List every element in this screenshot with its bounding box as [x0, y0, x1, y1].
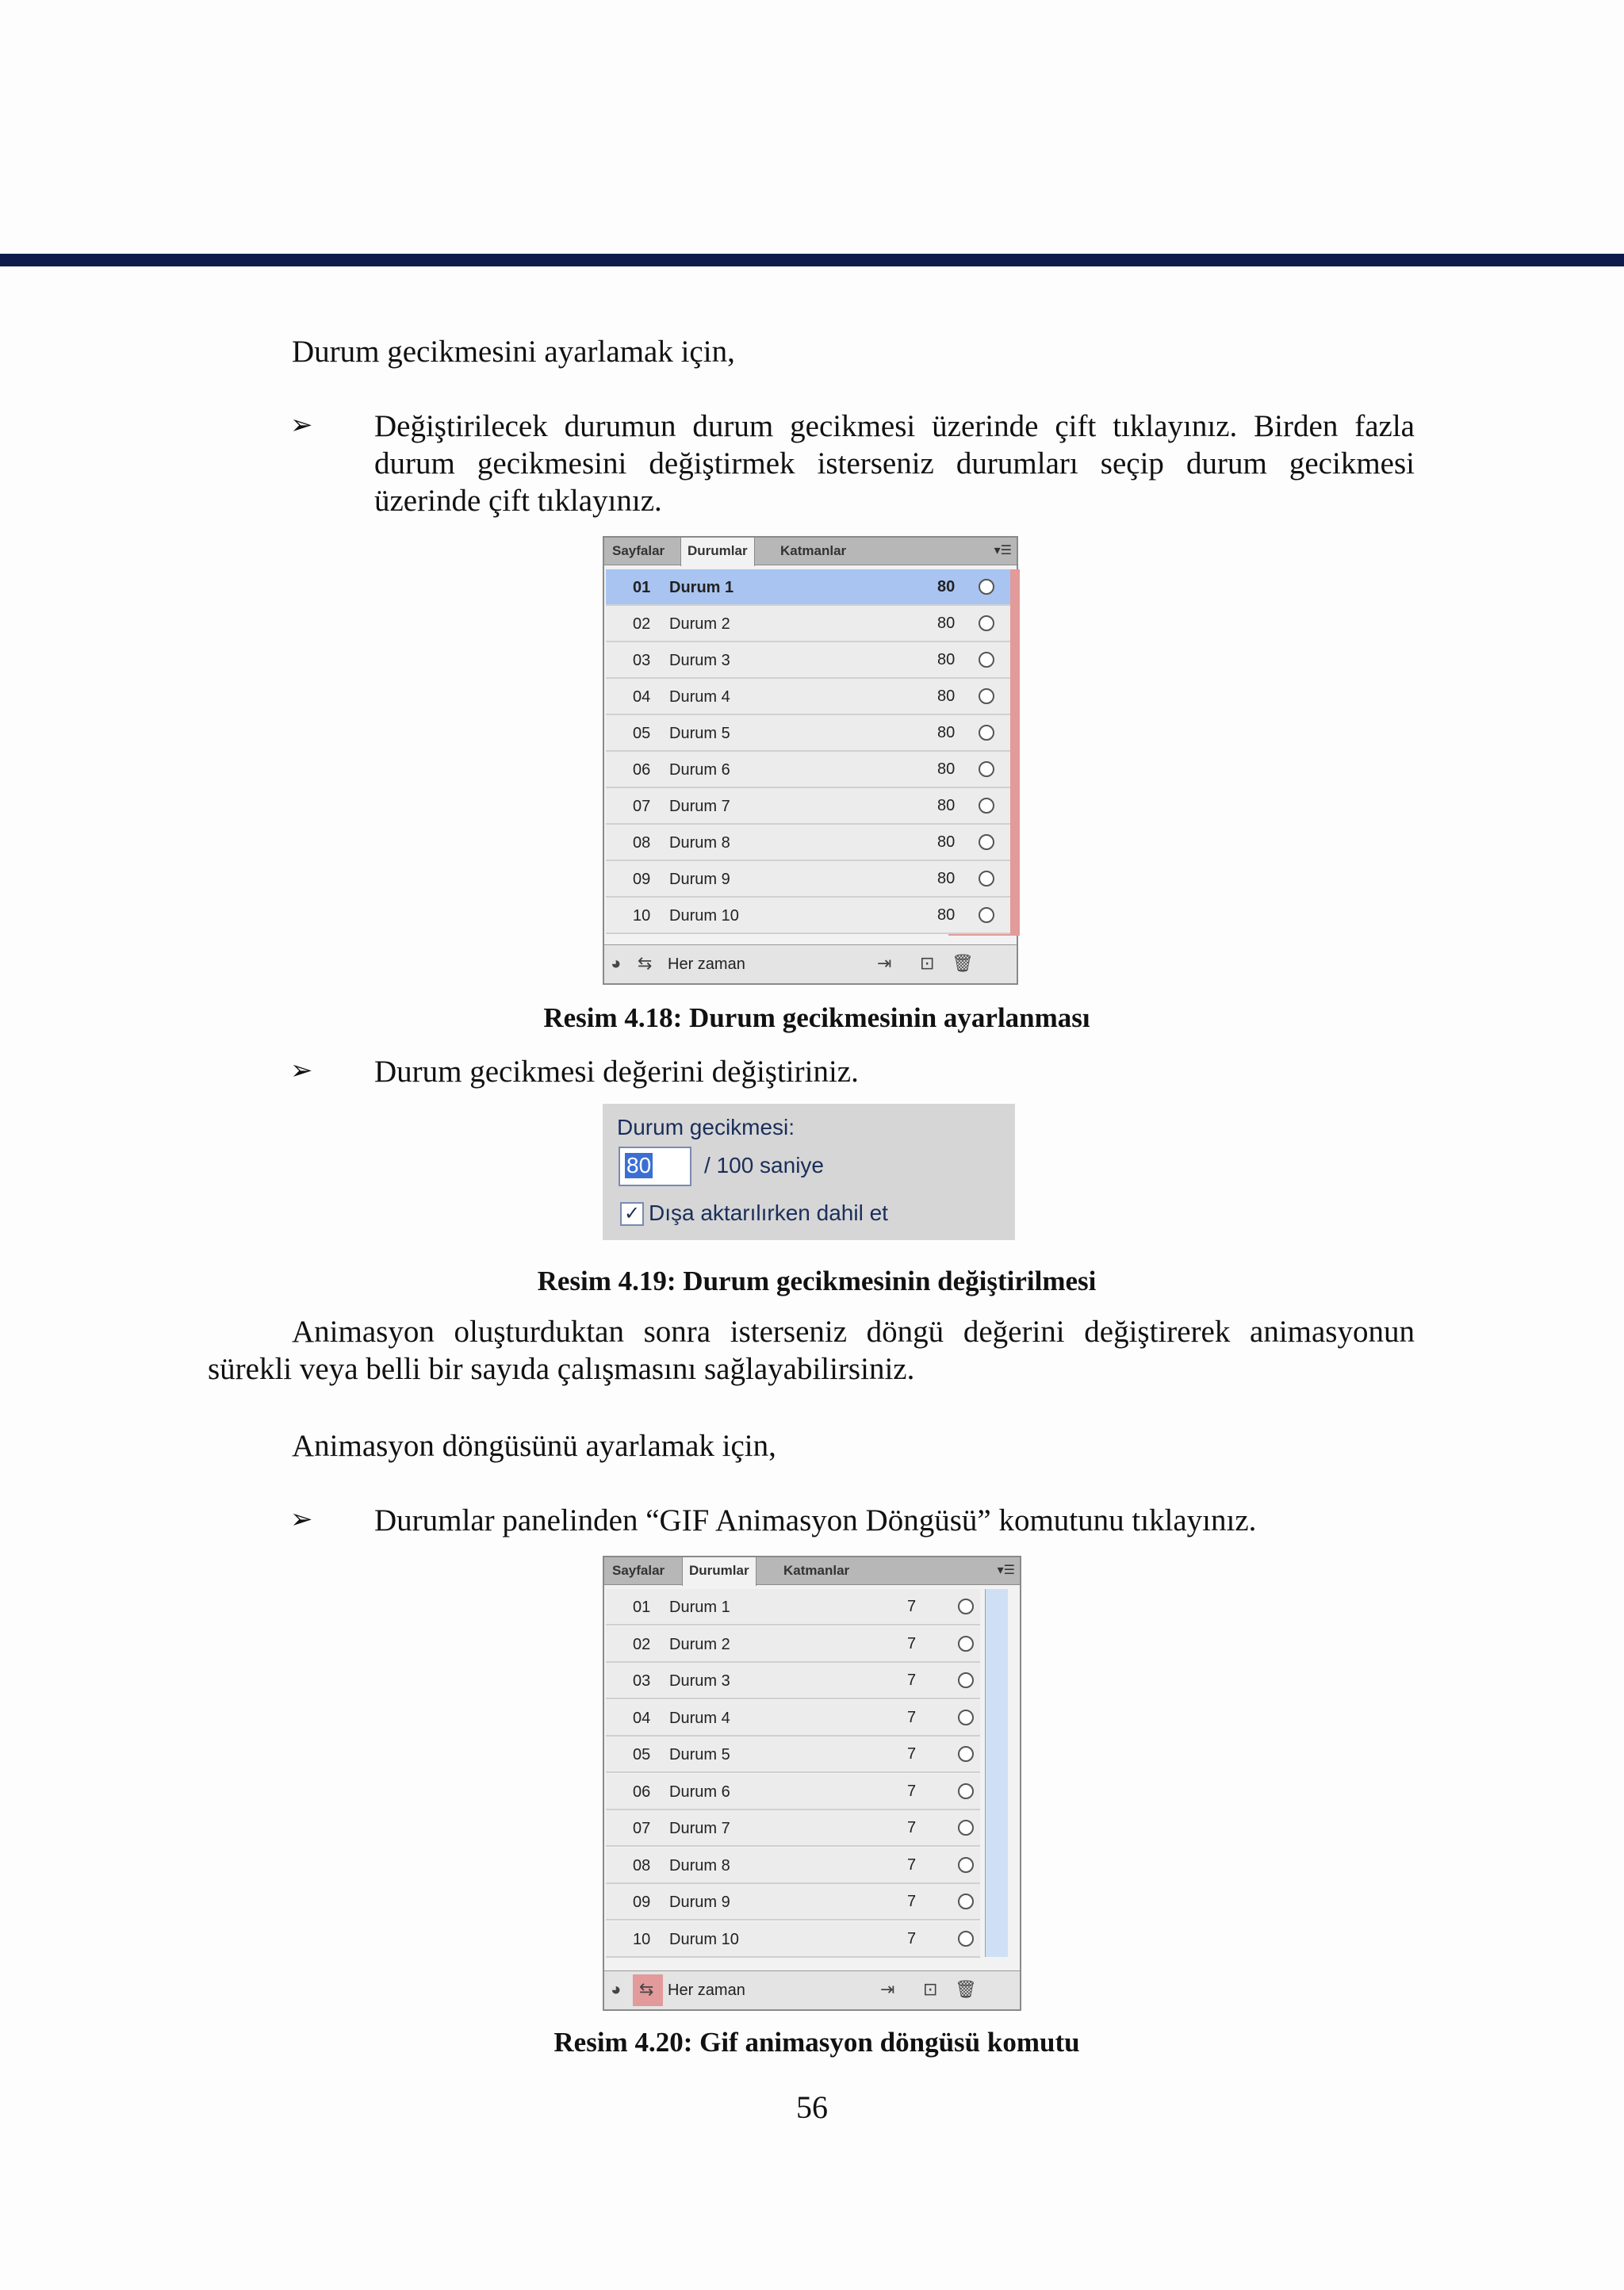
visibility-circle-icon[interactable]: [958, 1931, 974, 1947]
visibility-circle-icon[interactable]: [979, 834, 994, 850]
state-name: Durum 4: [669, 1709, 730, 1727]
visibility-circle-icon[interactable]: [958, 1746, 974, 1762]
state-row[interactable]: [606, 642, 1010, 679]
state-number: 09: [633, 1894, 651, 1911]
header-rule: [0, 254, 1624, 266]
delay-unit: / 100 saniye: [704, 1153, 824, 1178]
state-number: 03: [633, 652, 651, 669]
state-delay[interactable]: 80: [937, 906, 956, 924]
state-name: Durum 6: [669, 1783, 730, 1801]
visibility-circle-icon[interactable]: [958, 1599, 974, 1614]
state-row[interactable]: [606, 1848, 980, 1884]
state-name: Durum 8: [669, 1856, 730, 1875]
state-row[interactable]: [606, 1663, 980, 1699]
visibility-circle-icon[interactable]: [958, 1636, 974, 1652]
state-delay[interactable]: 7: [907, 1782, 917, 1800]
dialog-title: Durum gecikmesi:: [617, 1115, 795, 1139]
tab-durumlar[interactable]: Durumlar: [680, 538, 755, 566]
state-delay[interactable]: 80: [937, 651, 956, 668]
bullet-text-2: Durum gecikmesi değerini değiştiriniz.: [374, 1055, 859, 1089]
visibility-circle-icon[interactable]: [979, 688, 994, 704]
bullet-text-1: Değiştirilecek durumun durum gecikmesi üzerinde çift tıklayınız. Birden fazla durum gecikmesini değiştirmek isterseniz durumları seçip durum gecikmesi üzerinde çift tıklayınız.: [374, 409, 1415, 518]
state-number: 07: [633, 1820, 651, 1837]
scrollbar[interactable]: [985, 1589, 1008, 1957]
state-name: Durum 7: [669, 798, 730, 815]
state-delay[interactable]: 80: [937, 687, 956, 705]
state-row[interactable]: [606, 679, 1010, 715]
state-number: 02: [633, 1635, 651, 1653]
state-delay[interactable]: 7: [907, 1634, 917, 1652]
state-delay[interactable]: 80: [937, 615, 956, 632]
state-delay[interactable]: 80: [937, 870, 956, 887]
state-delay[interactable]: 7: [907, 1708, 917, 1726]
state-delay-dialog: [603, 1104, 1015, 1240]
visibility-circle-icon[interactable]: [958, 1857, 974, 1873]
state-name: Durum 2: [669, 1635, 730, 1653]
states-panel-2: [603, 1556, 1021, 2011]
state-row[interactable]: [606, 1774, 980, 1810]
tab-durumlar[interactable]: Durumlar: [682, 1557, 756, 1586]
visibility-circle-icon[interactable]: [979, 579, 994, 595]
state-row[interactable]: [606, 569, 1010, 606]
caption-4-20: Resim 4.20: Gif animasyon döngüsü komutu: [553, 2027, 1080, 2058]
caption-4-19: Resim 4.19: Durum gecikmesinin değiştirilmesi: [537, 1266, 1097, 1296]
bullet-arrow-icon: ➢: [290, 1503, 313, 1535]
state-row[interactable]: [606, 1884, 980, 1920]
state-row[interactable]: [606, 1626, 980, 1663]
delete-icon[interactable]: 🗑: [952, 953, 974, 973]
visibility-circle-icon[interactable]: [979, 871, 994, 887]
tab-katmanlar[interactable]: Katmanlar: [780, 543, 847, 558]
tab-sayfalar[interactable]: Sayfalar: [612, 543, 665, 558]
state-number: 06: [633, 1783, 651, 1801]
distribute-to-states-icon[interactable]: ⇥: [877, 953, 892, 973]
state-delay[interactable]: 80: [937, 833, 956, 851]
state-number: 01: [633, 579, 651, 596]
visibility-circle-icon[interactable]: [979, 798, 994, 814]
state-name: Durum 5: [669, 725, 730, 742]
delay-input-value: 80: [626, 1153, 652, 1178]
state-number: 04: [633, 1709, 651, 1727]
state-number: 05: [633, 1746, 651, 1763]
gif-loop-icon[interactable]: ⇆: [639, 1979, 654, 1999]
state-row[interactable]: [606, 861, 1010, 898]
state-name: Durum 9: [669, 871, 730, 888]
state-row[interactable]: [606, 752, 1010, 788]
state-number: 03: [633, 1672, 651, 1690]
state-row[interactable]: [606, 1737, 980, 1773]
state-delay[interactable]: 80: [937, 797, 956, 814]
state-number: 06: [633, 761, 651, 779]
panel-footer: [604, 944, 1017, 983]
panel-tabbar: [604, 538, 1017, 565]
state-row[interactable]: [606, 1921, 980, 1958]
state-delay[interactable]: 7: [907, 1893, 917, 1910]
state-row[interactable]: [606, 825, 1010, 861]
state-delay[interactable]: 7: [907, 1819, 917, 1836]
state-name: Durum 3: [669, 652, 730, 669]
state-delay[interactable]: 7: [907, 1672, 917, 1689]
panel-tabbar: [604, 1557, 1020, 1585]
visibility-circle-icon[interactable]: [958, 1820, 974, 1836]
state-number: 07: [633, 798, 651, 815]
include-on-export-checkbox[interactable]: ✓: [620, 1202, 644, 1226]
tween-icon[interactable]: ◕: [611, 953, 622, 973]
body-paragraph: Animasyon oluşturduktan sonra isterseniz döngü değerini değiştirerek animasyonun sürekli veya belli bir sayıda çalışmasını sağlayabilirsiniz.: [208, 1315, 1415, 1386]
state-number: 10: [633, 907, 651, 925]
state-name: Durum 4: [669, 688, 730, 706]
delay-input[interactable]: [619, 1147, 691, 1186]
state-name: Durum 1: [669, 579, 734, 596]
visibility-circle-icon[interactable]: [958, 1672, 974, 1688]
state-row[interactable]: [606, 715, 1010, 752]
visibility-circle-icon[interactable]: [958, 1710, 974, 1725]
panel-menu-icon[interactable]: ▾☰: [994, 544, 1012, 557]
loop-label[interactable]: Her zaman: [668, 955, 745, 973]
state-delay[interactable]: 80: [937, 724, 956, 741]
state-name: Durum 1: [669, 1599, 730, 1616]
delete-icon[interactable]: 🗑: [955, 1979, 977, 1999]
state-number: 05: [633, 725, 651, 742]
new-state-icon[interactable]: ⊡: [923, 1979, 938, 1999]
state-delay[interactable]: 7: [907, 1598, 917, 1615]
state-number: 02: [633, 615, 651, 633]
visibility-circle-icon[interactable]: [979, 907, 994, 923]
state-number: 09: [633, 871, 651, 888]
new-state-icon[interactable]: ⊡: [920, 953, 935, 973]
state-number: 10: [633, 1930, 651, 1948]
state-name: Durum 6: [669, 761, 730, 779]
state-name: Durum 5: [669, 1746, 730, 1763]
visibility-circle-icon[interactable]: [979, 652, 994, 668]
tab-katmanlar[interactable]: Katmanlar: [783, 1563, 850, 1578]
state-name: Durum 8: [669, 834, 730, 852]
loop-label[interactable]: Her zaman: [668, 1982, 745, 1999]
state-row[interactable]: [606, 1589, 980, 1626]
intro-text-1: Durum gecikmesini ayarlamak için,: [292, 335, 735, 369]
visibility-circle-icon[interactable]: [958, 1894, 974, 1909]
page-number: 56: [796, 2089, 828, 2125]
state-name: Durum 3: [669, 1672, 730, 1690]
caption-4-18: Resim 4.18: Durum gecikmesinin ayarlanması: [543, 1002, 1090, 1033]
state-delay[interactable]: 7: [907, 1855, 917, 1874]
state-name: Durum 10: [669, 1930, 739, 1948]
state-number: 08: [633, 834, 651, 852]
tween-icon[interactable]: ◕: [611, 1979, 622, 1999]
state-delay[interactable]: 7: [907, 1745, 917, 1763]
state-name: Durum 2: [669, 615, 730, 633]
gif-loop-icon[interactable]: ⇆: [638, 953, 653, 973]
bullet-text-3: Durumlar panelinden “GIF Animasyon Döngüsü” komutunu tıklayınız.: [374, 1503, 1257, 1538]
state-row[interactable]: [606, 606, 1010, 642]
tab-sayfalar[interactable]: Sayfalar: [612, 1563, 665, 1578]
state-delay[interactable]: 7: [907, 1929, 917, 1947]
visibility-circle-icon[interactable]: [958, 1783, 974, 1799]
state-row[interactable]: [606, 1700, 980, 1737]
state-number: 08: [633, 1856, 651, 1875]
visibility-circle-icon[interactable]: [979, 761, 994, 777]
include-on-export-label: Dışa aktarılırken dahil et: [649, 1201, 888, 1225]
state-row[interactable]: [606, 788, 1010, 825]
state-row[interactable]: [606, 1810, 980, 1847]
state-delay[interactable]: 80: [937, 760, 956, 778]
bullet-arrow-icon: ➢: [290, 1055, 313, 1086]
panel-menu-icon[interactable]: ▾☰: [997, 1564, 1015, 1577]
bullet-arrow-icon: ➢: [290, 409, 313, 441]
distribute-to-states-icon[interactable]: ⇥: [880, 1979, 895, 1999]
visibility-circle-icon[interactable]: [979, 615, 994, 631]
panel-footer: [604, 1970, 1020, 2009]
state-number: 04: [633, 688, 651, 706]
state-name: Durum 10: [669, 907, 739, 925]
state-row[interactable]: [606, 898, 1010, 934]
state-delay[interactable]: 80: [937, 578, 956, 595]
intro-text-2: Animasyon döngüsünü ayarlamak için,: [292, 1429, 776, 1463]
states-panel-1: [603, 536, 1018, 985]
state-name: Durum 9: [669, 1894, 730, 1911]
state-number: 01: [633, 1599, 651, 1616]
visibility-circle-icon[interactable]: [979, 725, 994, 741]
state-name: Durum 7: [669, 1820, 730, 1837]
